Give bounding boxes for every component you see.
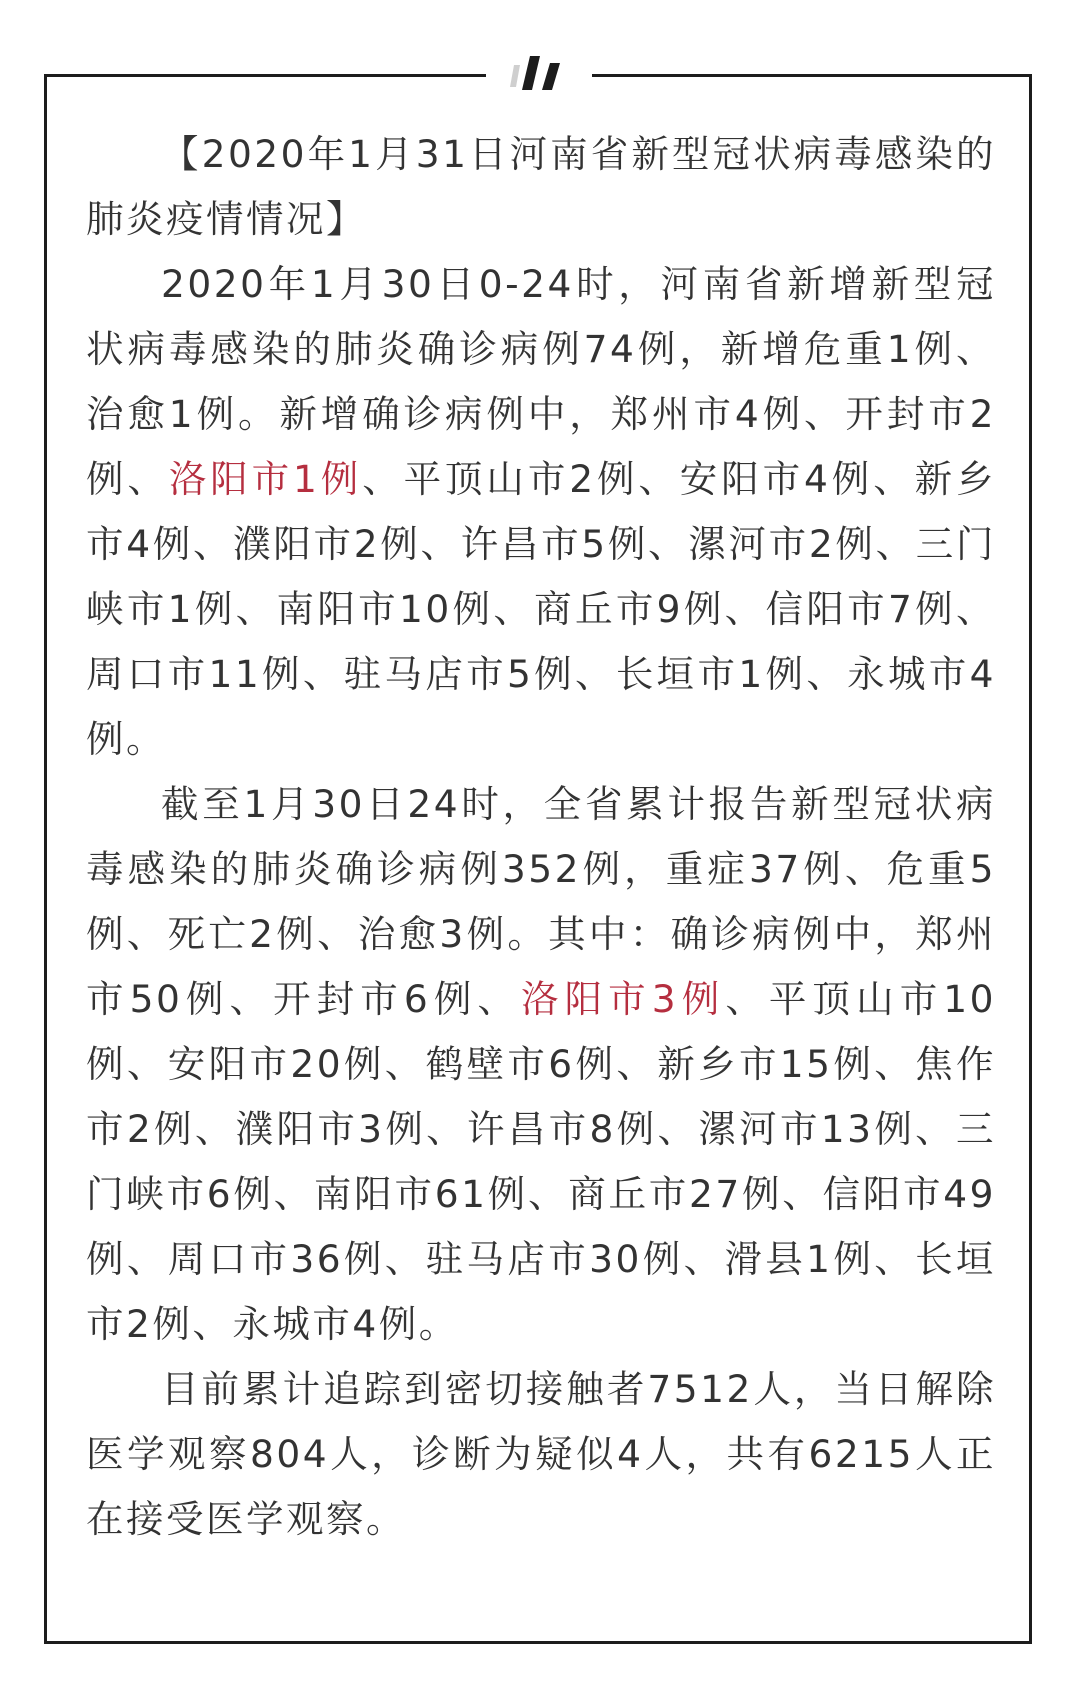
highlight-luoyang-total: 洛阳市3例 (521, 977, 726, 1021)
paragraph-text: 2020年1月30日0-24时，河南省新增新型冠状病毒感染的肺炎确诊病例74例，新增危重1例、治愈1例。新增确诊病例中，郑州市4例、开封市2例、 (86, 262, 996, 501)
paragraph-daily-new (86, 252, 996, 772)
paragraph-contacts: 目前累计追踪到密切接触者7512人，当日解除医学观察804人，诊断为疑似4人，共有6215人正在接受医学观察。 (86, 1367, 996, 1541)
paragraph-cumulative (86, 772, 996, 1357)
article-body (86, 122, 996, 1552)
paragraph-text: 截至1月30日24时，全省累计报告新型冠状病毒感染的肺炎确诊病例352例，重症37例、危重5例、死亡2例、治愈3例。其中：确诊病例中，郑州市50例、开封市6例、 (86, 782, 996, 1021)
slash-strokes-icon (502, 50, 582, 100)
article-title: 【2020年1月31日河南省新型冠状病毒感染的肺炎疫情情况】 (86, 132, 996, 241)
paragraph-text: 、平顶山市10例、安阳市20例、鹤壁市6例、新乡市15例、焦作市2例、濮阳市3例、许昌市8例、漯河市13例、三门峡市6例、南阳市61例、商丘市27例、信阳市49例、周口市36例、驻马店市30例、滑县1例、长垣市2例、永城市4例。 (86, 977, 997, 1346)
highlight-luoyang-new: 洛阳市1例 (168, 457, 363, 501)
paragraph-text: 、平顶山市2例、安阳市4例、新乡市4例、濮阳市2例、许昌市5例、漯河市2例、三门峡市1例、南阳市10例、商丘市9例、信阳市7例、周口市11例、驻马店市5例、长垣市1例、永城市4例。 (86, 457, 997, 761)
